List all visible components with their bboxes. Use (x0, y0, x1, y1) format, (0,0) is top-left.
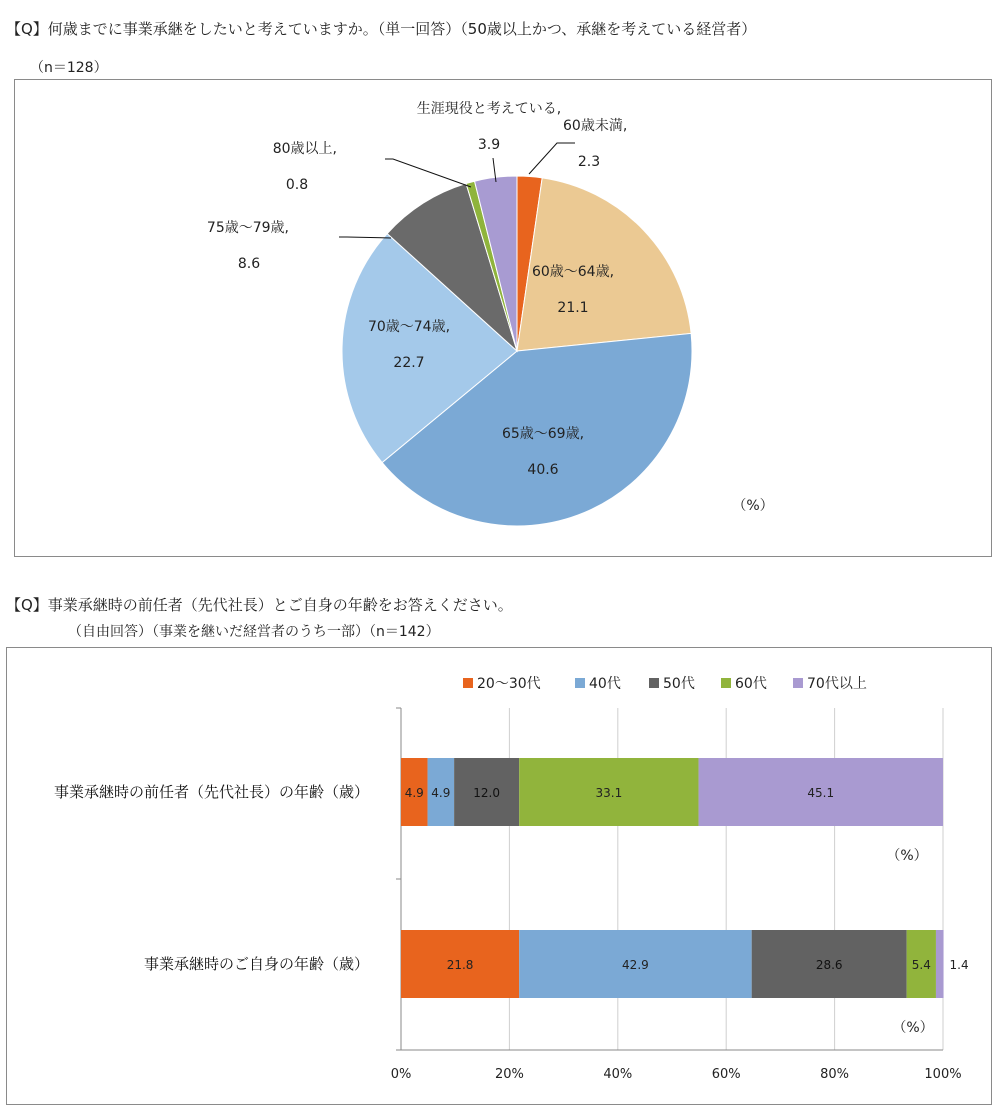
pie-slice-label: 60歳未満, (563, 118, 628, 134)
bar-value-label: 28.6 (815, 958, 843, 972)
bar-value-label: 45.1 (807, 786, 835, 800)
bar-question-title: 【Q】事業承継時の前任者（先代社長）とご自身の年齢をお答えください。 (6, 596, 513, 614)
pie-leader-line (529, 143, 575, 174)
pie-slice-label: 65歳～69歳, (501, 426, 585, 442)
pie-chart (15, 80, 991, 556)
bar-unit-label: （%） (892, 1020, 934, 1036)
legend-label: 20～30代 (477, 676, 541, 692)
pie-unit-label: （%） (732, 498, 774, 514)
pie-slice-value: 0.8 (285, 177, 309, 193)
pie-slice-label: 70歳～74歳, (367, 319, 451, 335)
pie-slice-value: 8.6 (237, 256, 261, 272)
pie-leader-line (339, 237, 391, 238)
x-tick-label: 100% (924, 1067, 962, 1082)
pie-leader-line (385, 159, 471, 187)
legend-swatch (793, 678, 803, 688)
legend-label: 40代 (589, 676, 621, 692)
x-tick-label: 40% (603, 1067, 633, 1082)
bar-value-label: 12.0 (473, 786, 500, 800)
bar-unit-label: （%） (886, 848, 928, 864)
x-tick-label: 0% (390, 1067, 412, 1082)
bar-segment (936, 930, 944, 998)
bar-question-subtitle: （自由回答）（事業を継いだ経営者のうち一部）（n＝142） (68, 624, 440, 640)
pie-slice-label: 60歳～64歳, (531, 264, 615, 280)
pie-slice-label: 生涯現役と考えている, (416, 101, 562, 117)
x-tick-label: 80% (820, 1067, 850, 1082)
legend-label: 70代以上 (807, 676, 867, 692)
legend-swatch (649, 678, 659, 688)
bar-value-label: 5.4 (911, 958, 931, 972)
category-label: 事業承継時の前任者（先代社長）の年齢（歳） (53, 783, 369, 801)
pie-sample-size: （n＝128） (30, 60, 108, 76)
bar-value-label: 4.9 (404, 786, 424, 800)
pie-question-title: 【Q】何歳までに事業承継をしたいと考えていますか。（単一回答）（50歳以上かつ、承継を考えている経営者） (6, 20, 757, 38)
bar-value-label: 1.4 (949, 958, 969, 972)
category-label: 事業承継時のご自身の年齢（歳） (143, 955, 369, 973)
pie-slice-label: 80歳以上, (272, 141, 337, 157)
bar-value-label: 21.8 (446, 958, 474, 972)
legend-label: 60代 (735, 676, 767, 692)
legend-swatch (463, 678, 473, 688)
legend-swatch (575, 678, 585, 688)
pie-slice-value: 2.3 (577, 154, 601, 170)
pie-chart-panel (14, 79, 992, 557)
bar-chart-panel (6, 647, 992, 1105)
stacked-bar-chart (7, 648, 991, 1104)
x-tick-label: 20% (494, 1067, 524, 1082)
pie-slice-value: 22.7 (393, 355, 425, 371)
pie-slice-value: 21.1 (557, 300, 589, 316)
pie-slice-value: 3.9 (477, 137, 501, 153)
pie-slice-value: 40.6 (527, 462, 559, 478)
legend-label: 50代 (663, 676, 695, 692)
legend-swatch (721, 678, 731, 688)
x-tick-label: 60% (711, 1067, 741, 1082)
bar-value-label: 33.1 (595, 786, 623, 800)
bar-value-label: 42.9 (622, 958, 649, 972)
bar-value-label: 4.9 (431, 786, 451, 800)
pie-slice-label: 75歳～79歳, (206, 220, 289, 236)
